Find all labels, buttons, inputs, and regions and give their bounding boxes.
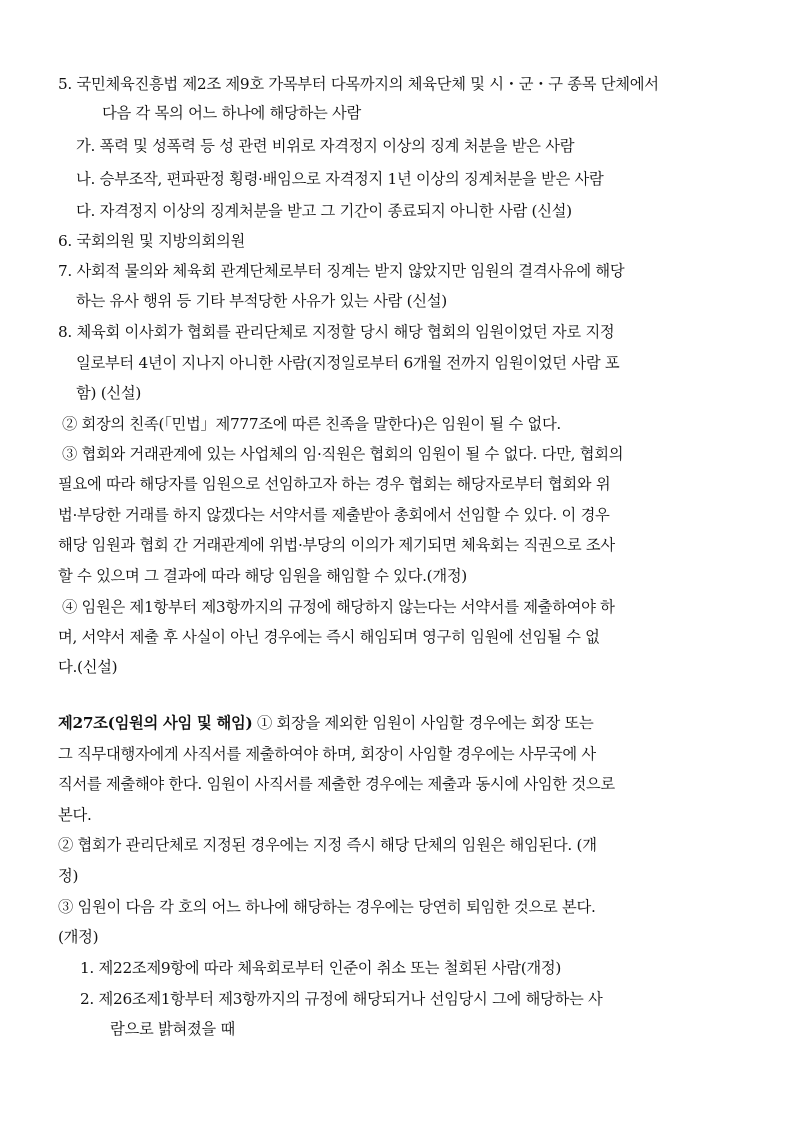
article27-first-line (58, 713, 593, 733)
para3-line3: 법·부당한 거래를 하지 않겠다는 서약서를 제출받아 총회에서 선임할 수 있다. 이 경우 (58, 506, 610, 524)
item7-line2: 하는 유사 행위 등 기타 부적당한 사유가 있는 사람 (신설) (76, 292, 447, 310)
item5-line2: 다음 각 목의 어느 하나에 해당하는 사람 (102, 104, 362, 122)
article27-heading: 제27조(임원의 사임 및 해임) (58, 714, 253, 732)
article27-p1-line4: 본다. (58, 806, 92, 824)
item8-line3: 함) (신설) (76, 384, 141, 402)
article27-sub2-line1: 2. 제26조제1항부터 제3항까지의 규정에 해당되거나 선임당시 그에 해당하는 사 (80, 990, 603, 1008)
item5-sub-da: 다. 자격정지 이상의 징계처분을 받고 그 기간이 종료되지 아니한 사람 (신설) (76, 202, 572, 220)
article27-p3-line2: (개정) (58, 928, 99, 946)
item6: 6. 국회의원 및 지방의회의원 (58, 232, 245, 250)
article27-p1-line1: ① 회장을 제외한 임원이 사임할 경우에는 회장 또는 (256, 714, 594, 732)
article27-p2-line1: ② 협회가 관리단체로 지정된 경우에는 지정 즉시 해당 단체의 임원은 해임된다. (개 (58, 836, 597, 854)
para3-line5: 할 수 있으며 그 결과에 따라 해당 임원을 해임할 수 있다.(개정) (58, 567, 467, 585)
para2: ② 회장의 친족(「민법」제777조에 따른 친족을 말한다)은 임원이 될 수 없다. (62, 415, 561, 433)
item8-line1: 8. 체육회 이사회가 협회를 관리단체로 지정할 당시 해당 협회의 임원이었던 자로 지정 (58, 323, 615, 341)
para4-line3: 다.(신설) (58, 658, 118, 676)
item7-line1: 7. 사회적 물의와 체육회 관계단체로부터 징계는 받지 않았지만 임원의 결격사유에 해당 (58, 262, 625, 280)
para4-line1: ④ 임원은 제1항부터 제3항까지의 규정에 해당하지 않는다는 서약서를 제출하여야 하 (62, 598, 615, 616)
article27-p3-line1: ③ 임원이 다음 각 호의 어느 하나에 해당하는 경우에는 당연히 퇴임한 것으로 본다. (58, 898, 596, 916)
item8-line2: 일로부터 4년이 지나지 아니한 사람(지정일로부터 6개월 전까지 임원이었던 사람 포 (76, 354, 620, 372)
article27-p1-line2: 그 직무대행자에게 사직서를 제출하여야 하며, 회장이 사임할 경우에는 사무국에 사 (58, 745, 596, 763)
article27-sub2-line2: 람으로 밝혀졌을 때 (110, 1020, 235, 1038)
para3-line4: 해당 임원과 협회 간 거래관계에 위법·부당의 이의가 제기되면 체육회는 직권으로 조사 (58, 536, 615, 554)
article27-p2-line2: 정) (58, 867, 79, 885)
item5-line1: 5. 국민체육진흥법 제2조 제9호 가목부터 다목까지의 체육단체 및 시・군・구 종목 단체에서 (58, 75, 659, 93)
item5-sub-na: 나. 승부조작, 편파판정 횡령·배임으로 자격정지 1년 이상의 징계처분을 받은 사람 (76, 170, 604, 188)
para3-line1: ③ 협회와 거래관계에 있는 사업체의 임·직원은 협회의 임원이 될 수 없다. 다만, 협회의 (62, 445, 624, 463)
article27-p1-line3: 직서를 제출해야 한다. 임원이 사직서를 제출한 경우에는 제출과 동시에 사임한 것으로 (58, 775, 615, 793)
item5-sub-ga: 가. 폭력 및 성폭력 등 성 관련 비위로 자격정지 이상의 징계 처분을 받은 사람 (76, 137, 575, 155)
article27-sub1: 1. 제22조제9항에 따라 체육회로부터 인준이 취소 또는 철회된 사람(개정) (80, 959, 562, 977)
para4-line2: 며, 서약서 제출 후 사실이 아닌 경우에는 즉시 해임되며 영구히 임원에 선임될 수 없 (58, 628, 600, 646)
para3-line2: 필요에 따라 해당자를 임원으로 선임하고자 하는 경우 협회는 해당자로부터 협회와 위 (58, 475, 611, 493)
